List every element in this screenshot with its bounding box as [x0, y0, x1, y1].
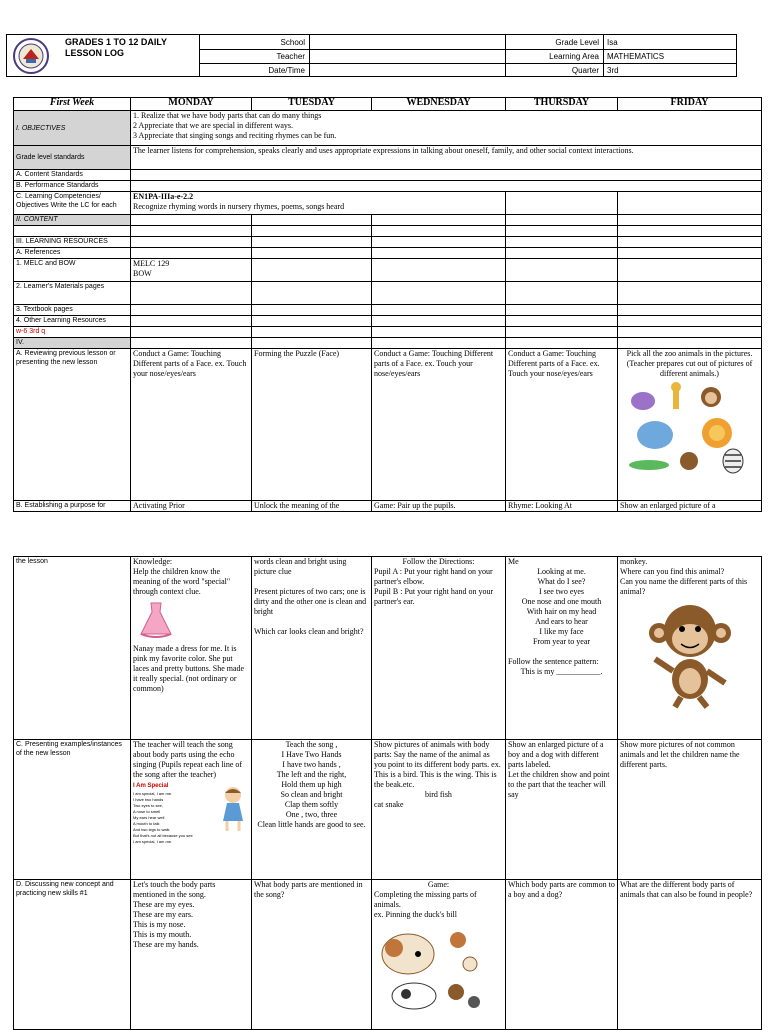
animal-parts-text: Show pictures of animals with body parts: Say the name of the animal as you point to its different body parts. ex. This is a bird. This is the wing. This is the beak.etc.: [374, 740, 501, 789]
review-wednesday: Conduct a Game: Touching Different parts of a Face. ex. Touch your nose/eyes/ears: [372, 349, 506, 501]
presenting-friday: Show more pictures of not common animals and let the children name the different parts.: [618, 740, 762, 880]
purpose-monday: Activating Prior: [131, 501, 252, 512]
song-title: I Am Special: [133, 783, 169, 789]
dress-story-text: Nanay made a dress for me. It is pink my favorite color. She put laces and pretty buttons. She made it really special. (not ordinary or common): [133, 644, 245, 693]
purpose-cont-friday: [618, 557, 762, 740]
two-hands-line: Clap them softly: [284, 800, 339, 809]
boy-dog-picture-text: Show an enlarged picture of a boy and a dog with different parts labeled.: [508, 740, 604, 769]
missing-parts-animals-picture: [374, 924, 484, 1012]
song-line: I am special, I am me.: [133, 839, 173, 844]
song-lyrics: [133, 791, 213, 845]
body-parts-line: These are my ears.: [133, 910, 193, 919]
body-parts-line: This is my mouth.: [133, 930, 192, 939]
review-label: A. Reviewing previous lesson or presenting the new lesson: [14, 349, 131, 501]
unlock-words-text: words clean and bright using picture clue: [254, 557, 347, 576]
rhyme-line: With hair on my head: [526, 607, 597, 616]
girl-picture: [219, 785, 247, 833]
week-note: w-6 3rd q: [14, 327, 131, 338]
objectives-text: [131, 111, 762, 146]
presenting-thursday: [506, 740, 618, 880]
sentence-pattern-blank: This is my ___________.: [520, 667, 603, 676]
datetime-label: Date/Time: [268, 66, 305, 75]
rhyme-line: And ears to hear: [535, 617, 588, 626]
review-monday: Conduct a Game: Touching Different parts of a Face. ex. Touch your nose/eyes/ears: [131, 349, 252, 501]
two-hands-line: Hold them up high: [281, 780, 342, 789]
objective-1: 1. Realize that we have body parts that can do many things: [133, 111, 322, 120]
day-wednesday: WEDNESDAY: [372, 98, 506, 111]
discussing-monday: [131, 880, 252, 1030]
rhyme-line: Me: [508, 557, 519, 566]
echo-singing-text: The teacher will teach the song about body parts using the echo singing (Pupils repeat each line of the song after the teacher): [133, 740, 243, 779]
game-text: Game:: [427, 880, 450, 889]
content-label: II. CONTENT: [14, 215, 131, 226]
car-question-text: Which car looks clean and bright?: [254, 627, 364, 636]
presenting-monday: [131, 740, 252, 880]
presenting-wednesday: [372, 740, 506, 880]
song-line: But that's not all because you see: [133, 833, 193, 838]
animal-names-row2: cat snake: [374, 800, 404, 809]
title-line1: GRADES 1 TO 12 DAILY: [65, 37, 168, 47]
content-standards-label: A. Content Standards: [14, 170, 131, 181]
purpose-label: B. Establishing a purpose for: [14, 501, 131, 512]
learning-resources-label: III. LEARNING RESOURCES: [14, 237, 131, 248]
discussing-wednesday: [372, 880, 506, 1030]
header-table: [6, 34, 737, 77]
review-thursday: Conduct a Game: Touching Different parts of a Face. ex. Touch your nose/eyes/ears: [506, 349, 618, 501]
purpose-cont-label: the lesson: [14, 557, 131, 740]
song-card: [133, 781, 249, 859]
review-friday-text1: Pick all the zoo animals in the pictures.: [626, 349, 753, 358]
two-hands-line: Clean little hands are good to see.: [257, 820, 366, 829]
day-friday: FRIDAY: [618, 98, 762, 111]
monkey-text: monkey.: [620, 557, 648, 566]
body-parts-line: This is my nose.: [133, 920, 186, 929]
bow-text: BOW: [133, 269, 152, 278]
section-iv-label: IV.: [14, 338, 131, 349]
song-line: A mouth to talk: [133, 821, 160, 826]
objectives-label: I. OBJECTIVES: [14, 111, 131, 146]
performance-standards-label: B. Performance Standards: [14, 181, 131, 192]
discussing-friday: What are the different body parts of animals that can also be found in people?: [618, 880, 762, 1030]
show-point-text: Let the children show and point to the part that the teacher will say: [508, 770, 610, 799]
knowledge-text: Knowledge:: [133, 557, 173, 566]
purpose-cont-thursday: [506, 557, 618, 740]
rhyme-line: I like my face: [539, 627, 584, 636]
pink-dress-picture: [135, 600, 177, 640]
monkey-picture: [645, 599, 735, 709]
learning-area-value: MATHEMATICS: [607, 52, 665, 61]
rhyme-line: From year to year: [532, 637, 591, 646]
two-hands-line: So clean and bright: [280, 790, 343, 799]
discussing-tuesday: What body parts are mentioned in the song?: [252, 880, 372, 1030]
review-friday: [618, 349, 762, 501]
purpose-wednesday: Game: Pair up the pupils.: [372, 501, 506, 512]
two-hands-line: I have two hands ,: [282, 760, 341, 769]
purpose-friday: Show an enlarged picture of a: [618, 501, 762, 512]
quarter-value: 3rd: [607, 66, 619, 75]
body-parts-line: These are my eyes.: [133, 900, 195, 909]
melc-number: MELC 129: [133, 259, 170, 268]
pupil-b-text: Pupil B : Put your right hand on your partner's ear.: [374, 587, 494, 606]
day-tuesday: TUESDAY: [252, 98, 372, 111]
song-line: I have two hands: [133, 797, 164, 802]
quarter-label: Quarter: [571, 66, 599, 75]
grade-level-label: Grade Level: [555, 38, 599, 47]
lesson-log-table-page2: [13, 556, 762, 1030]
melc-label: 1. MELC and BOW: [14, 259, 131, 282]
objective-2: 2 Appreciate that we are special in different ways.: [133, 121, 294, 130]
song-line: And two legs to walk: [133, 827, 170, 832]
name-parts-text: Can you name the different parts of this animal?: [620, 577, 748, 596]
animal-names-row1: bird fish: [425, 790, 452, 799]
presenting-label: C. Presenting examples/instances of the new lesson: [14, 740, 131, 880]
two-hands-line: One , two, three: [285, 810, 338, 819]
discussing-label: D. Discussing new concept and practicing new skills #1: [14, 880, 131, 1030]
learning-area-label: Learning Area: [549, 52, 599, 61]
purpose-thursday: Rhyme: Looking At: [506, 501, 618, 512]
title-block: [65, 37, 167, 59]
sentence-pattern-text: Follow the sentence pattern:: [508, 657, 599, 666]
purpose-tuesday: Unlock the meaning of the: [252, 501, 372, 512]
purpose-cont-tuesday: [252, 557, 372, 740]
discussing-thursday: Which body parts are common to a boy and a dog?: [506, 880, 618, 1030]
rhyme-line: What do I see?: [537, 577, 586, 586]
missing-parts-text: Completing the missing parts of animals.: [374, 890, 477, 909]
purpose-cont-wednesday: [372, 557, 506, 740]
day-thursday: THURSDAY: [506, 98, 618, 111]
textbook-label: 3. Textbook pages: [14, 305, 131, 316]
two-cars-text: Present pictures of two cars; one is dirty and the other one is clean and bright: [254, 587, 367, 616]
song-line: I am special, I am me.: [133, 791, 173, 796]
song-line: A nose to smell: [133, 809, 161, 814]
presenting-tuesday: [252, 740, 372, 880]
purpose-cont-monday: [131, 557, 252, 740]
follow-directions-text: Follow the Directions:: [402, 557, 475, 566]
grade-level-value: Isa: [607, 38, 618, 47]
special-meaning-text: Help the children know the meaning of the word "special" through context clue.: [133, 567, 231, 596]
school-label: School: [280, 38, 305, 47]
two-hands-line: Teach the song ,: [285, 740, 338, 749]
where-animal-text: Where can you find this animal?: [620, 567, 725, 576]
competencies-label: C. Learning Competencies/ Objectives Write the LC for each: [14, 192, 131, 215]
two-hands-line: I Have Two Hands: [281, 750, 342, 759]
grade-standards-label: Grade level standards: [14, 146, 131, 170]
body-parts-line: These are my hands.: [133, 940, 199, 949]
competencies-text: [131, 192, 506, 215]
competency-code: EN1PA-IIIa-e-2.2: [133, 192, 194, 201]
teacher-label: Teacher: [276, 52, 305, 61]
learners-materials-label: 2. Learner's Materials pages: [14, 282, 131, 305]
grade-standards-text: The learner listens for comprehension, speaks clearly and uses appropriate expressions in talking about oneself, family, and other social context interactions.: [131, 146, 762, 170]
references-label: A. References: [14, 248, 131, 259]
objective-3: 3 Appreciate that singing songs and reciting rhymes can be fun.: [133, 131, 337, 140]
competency-desc: Recognize rhyming words in nursery rhymes, poems, songs heard: [133, 202, 345, 211]
other-resources-label: 4. Other Learning Resources: [14, 316, 131, 327]
day-monday: MONDAY: [131, 98, 252, 111]
rhyme-line: Looking at me.: [537, 567, 586, 576]
rhyme-line: One nose and one mouth: [521, 597, 602, 606]
body-parts-line: Let's touch the body parts mentioned in the song.: [133, 880, 216, 899]
two-hands-line: The left and the right,: [276, 770, 347, 779]
rhyme-line: I see two eyes: [538, 587, 585, 596]
deped-seal-icon: [9, 37, 53, 75]
week-header: First Week: [14, 98, 131, 111]
song-line: My ears hear well: [133, 815, 165, 820]
review-friday-text2: (Teacher prepares cut out of pictures of different animals.): [626, 359, 753, 378]
pupil-a-text: Pupil A : Put your right hand on your partner's elbow.: [374, 567, 493, 586]
duck-bill-text: ex. Pinning the duck's bill: [374, 910, 457, 919]
zoo-animals-picture: [625, 381, 755, 475]
review-tuesday: Forming the Puzzle (Face): [252, 349, 372, 501]
title-line2: LESSON LOG: [65, 48, 125, 58]
melc-value: [131, 259, 252, 282]
lesson-log-table-page1: [13, 97, 762, 512]
song-line: Two eyes to see,: [133, 803, 164, 808]
